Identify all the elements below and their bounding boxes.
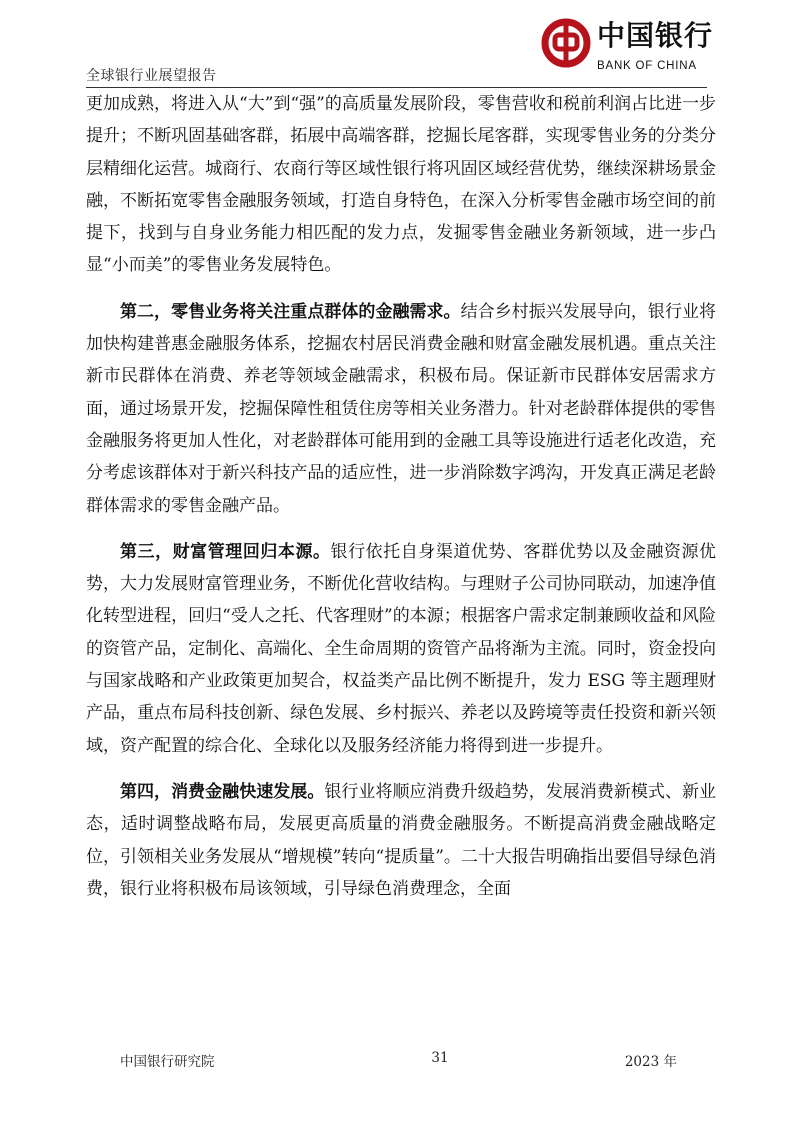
paragraph-continuation — [86, 88, 716, 282]
paragraph-heading: 第三，财富管理回归本源。 — [120, 541, 331, 562]
logo-name-en: BANK OF CHINA — [597, 60, 697, 72]
paragraph-heading: 第四，消费金融快速发展。 — [120, 781, 325, 802]
paragraph-text: 更加成熟，将进入从“大”到“强”的高质量发展阶段，零售营收和税前利润占比进一步提升；不断巩固基础客群，拓展中高端客群，挖掘长尾客群，实现零售业务的分类分层精细化运营。城商行、农商行等区域性银行将巩固区域经营优势，继续深耕场景金融，不断拓宽零售金融服务领域，打造自身特色，在深入分析零售金融市场空间的前提下，找到与自身业务能力相匹配的发力点，发掘零售金融业务新领域，进一步凸显“小而美”的零售业务发展特色。 — [86, 94, 716, 276]
footer-institute: 中国银行研究院 — [120, 1054, 215, 1070]
bank-of-china-logo — [537, 14, 714, 86]
page-number: 31 — [431, 1050, 449, 1066]
page-header — [86, 14, 714, 88]
footer-year: 2023 年 — [624, 1054, 677, 1070]
paragraph-consumer-finance — [86, 776, 716, 905]
paragraph-text: 银行依托自身渠道优势、客群优势以及金融资源优势，大力发展财富管理业务，不断优化营收结构。与理财子公司协同联动，加速净值化转型进程，回归“受人之托、代客理财”的本源；根据客户需求定制兼顾收益和风险的资管产品，定制化、高端化、全生命周期的资管产品将渐为主流。同时，资金投向与国家战略和产业政策更加契合，权益类产品比例不断提升，发力 ESG 等主题理财产品，重点布局科技创新、绿色发展、乡村振兴、养老以及跨境等责任投资和新兴领域，资产配置的综合化、全球化以及服务经济能力将得到进一步提升。 — [86, 541, 717, 756]
paragraph-text: 银行业将顺应消费升级趋势，发展消费新模式、新业态，适时调整战略布局，发展更高质量的消费金融服务。不断提高消费金融战略定位，引领相关业务发展从“增规模”转向“提质量”。二十大报告明确指出要倡导绿色消费，银行业将积极布局该领域，引导绿色消费理念，全面 — [86, 781, 717, 899]
paragraph-retail-key-groups — [86, 296, 716, 522]
body-text — [86, 88, 716, 905]
bank-of-china-emblem-icon — [541, 18, 591, 68]
paragraph-heading: 第二，零售业务将关注重点群体的金融需求。 — [120, 301, 461, 322]
logo-name-cn: 中国银行 — [597, 19, 714, 52]
page-footer — [120, 1050, 707, 1070]
paragraph-text: 结合乡村振兴发展导向，银行业将加快构建普惠金融服务体系，挖掘农村居民消费金融和财富金融发展机遇。重点关注新市民群体在消费、养老等领域金融需求，积极布局。保证新市民群体安居需求方面，通过场景开发，挖掘保障性租赁住房等相关业务潜力。针对老龄群体提供的零售金融服务将更加人性化，对老龄群体可能用到的金融工具等设施进行适老化改造，充分考虑该群体对于新兴科技产品的适应性，进一步消除数字鸿沟，开发真正满足老龄群体需求的零售金融产品。 — [86, 301, 717, 516]
paragraph-wealth-management — [86, 536, 716, 762]
report-title: 全球银行业展望报告 — [86, 68, 217, 84]
